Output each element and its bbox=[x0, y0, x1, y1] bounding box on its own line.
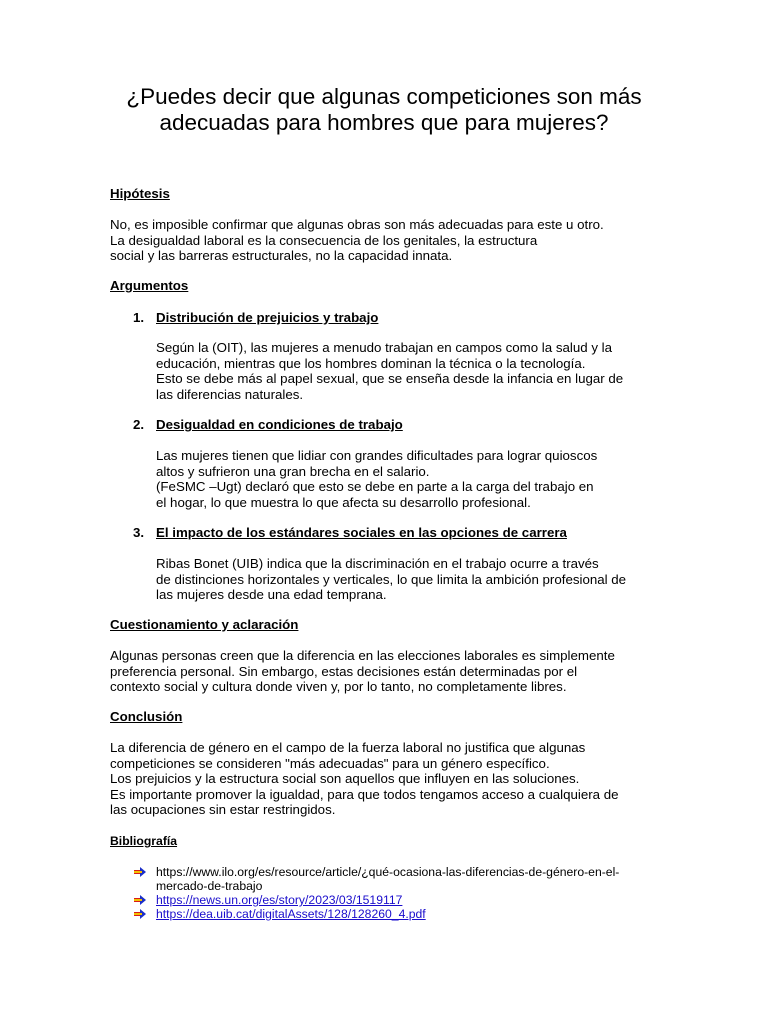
argument-number-2: 2. bbox=[133, 417, 145, 432]
conclusion-line: competiciones se consideren "más adecuadas" para un género específico. bbox=[110, 755, 550, 771]
argument-number-1: 1. bbox=[133, 310, 145, 325]
document-title: ¿Puedes decir que algunas competiciones son más adecuadas para hombres que para mujeres? bbox=[126, 84, 642, 135]
arrow-bullet-icon bbox=[134, 867, 146, 877]
bibliography-text bbox=[156, 865, 676, 893]
argument-line: (FeSMC –Ugt) declaró que esto se debe en parte a la carga del trabajo en bbox=[156, 479, 594, 494]
argument-paragraph-1 bbox=[156, 340, 666, 402]
bibliography-text bbox=[156, 907, 676, 921]
conclusion-line: Es importante promover la igualdad, para que todos tengamos acceso a cualquiera de bbox=[110, 786, 619, 802]
conclusion-line: La diferencia de género en el campo de la fuerza laboral no justifica que algunas bbox=[110, 740, 586, 755]
arrow-bullet-icon bbox=[134, 909, 146, 919]
questioning-line: preferencia personal. Sin embargo, estas decisiones están determinadas por el bbox=[110, 663, 578, 679]
argument-line: el hogar, lo que muestra lo que afecta su desarrollo profesional. bbox=[156, 494, 531, 510]
argument-line: las diferencias naturales. bbox=[156, 386, 304, 402]
argument-line: educación, mientras que los hombres dominan la técnica o la tecnología. bbox=[156, 355, 586, 371]
argument-paragraph-3 bbox=[156, 556, 666, 603]
argument-line: Esto se debe más al papel sexual, que se enseña desde la infancia en lugar de bbox=[156, 371, 624, 386]
questioning-line: contexto social y cultura donde viven y, por lo tanto, no completamente libres. bbox=[110, 679, 567, 694]
conclusion-line: Los prejuicios y la estructura social son aquellos que influyen en las soluciones. bbox=[110, 771, 580, 786]
hypothesis-line: La desigualdad laboral es la consecuencia de los genitales, la estructura bbox=[110, 232, 538, 248]
questioning-paragraph bbox=[110, 648, 670, 695]
argument-line: de distinciones horizontales y verticales, lo que limita la ambición profesional de bbox=[156, 571, 627, 587]
questioning-line: Algunas personas creen que la diferencia en las elecciones laborales es simplemente bbox=[110, 648, 615, 663]
hypothesis-heading: Hipótesis bbox=[110, 186, 170, 201]
bibliography-text bbox=[156, 893, 676, 907]
bibliography-line: https://www.ilo.org/es/resource/article/¿qué-ocasiona-las-diferencias-de-género-en-el- bbox=[156, 865, 620, 879]
argument-line: Ribas Bonet (UIB) indica que la discriminación en el trabajo ocurre a través bbox=[156, 556, 599, 571]
arguments-heading: Argumentos bbox=[110, 278, 189, 293]
hypothesis-line: social y las barreras estructurales, no la capacidad innata. bbox=[110, 248, 453, 263]
argument-line: altos y sufrieron una gran brecha en el salario. bbox=[156, 463, 430, 479]
conclusion-heading: Conclusión bbox=[110, 709, 183, 724]
argument-paragraph-2 bbox=[156, 448, 666, 510]
argument-number-3: 3. bbox=[133, 525, 145, 540]
conclusion-line: las ocupaciones sin estar restringidos. bbox=[110, 802, 336, 817]
argument-line: las mujeres desde una edad temprana. bbox=[156, 587, 387, 602]
argument-line: Según la (OIT), las mujeres a menudo trabajan en campos como la salud y la bbox=[156, 340, 613, 355]
bibliography-heading: Bibliografía bbox=[110, 834, 178, 848]
questioning-heading: Cuestionamiento y aclaración bbox=[110, 617, 299, 632]
bibliography-link[interactable]: https://dea.uib.cat/digitalAssets/128/128260_4.pdf bbox=[156, 907, 426, 921]
bibliography-line: mercado-de-trabajo bbox=[156, 879, 263, 893]
arrow-bullet-icon bbox=[134, 895, 146, 905]
hypothesis-paragraph bbox=[110, 217, 670, 264]
argument-line: Las mujeres tienen que lidiar con grandes dificultades para lograr quioscos bbox=[156, 448, 598, 463]
bibliography-link[interactable]: https://news.un.org/es/story/2023/03/1519117 bbox=[156, 893, 403, 907]
argument-title-2: Desigualdad en condiciones de trabajo bbox=[156, 417, 403, 432]
hypothesis-line: No, es imposible confirmar que algunas obras son más adecuadas para este u otro. bbox=[110, 217, 604, 232]
argument-title-1: Distribución de prejuicios y trabajo bbox=[156, 310, 379, 325]
argument-title-3: El impacto de los estándares sociales en las opciones de carrera bbox=[156, 525, 567, 540]
conclusion-paragraph bbox=[110, 740, 670, 818]
